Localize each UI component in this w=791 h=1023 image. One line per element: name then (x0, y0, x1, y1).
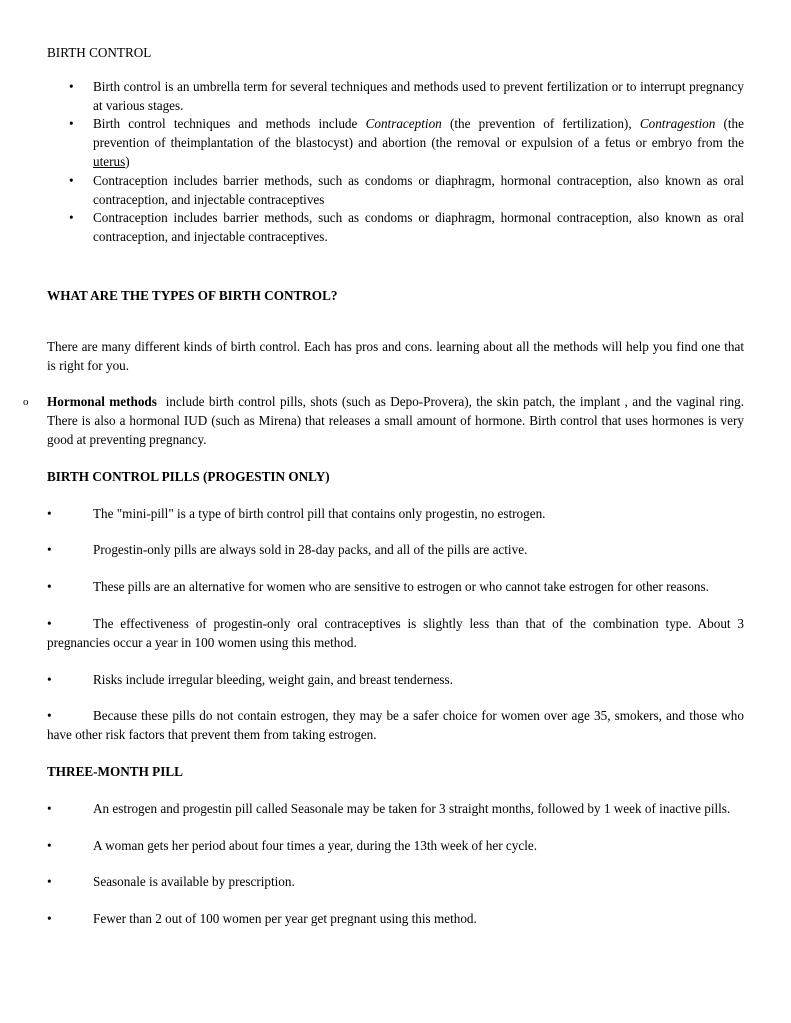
bullet-disc-icon: • (69, 210, 74, 226)
bullet-disc-icon: • (69, 78, 74, 94)
list-item-text: Birth control is an umbrella term for several techniques and methods used to prevent fertilization or to interrupt pregnancy at various stages. (93, 78, 744, 113)
bullet-dot-icon: • (47, 800, 52, 816)
list-item-text: These pills are an alternative for women who are sensitive to estrogen or who cannot take estrogen for other reasons. (93, 579, 709, 595)
list-item (47, 209, 744, 247)
list-item (47, 541, 744, 560)
bullet-dot-icon: • (47, 874, 52, 890)
list-item (47, 115, 744, 171)
list-item (47, 172, 744, 210)
list-item (47, 671, 744, 690)
bullet-dot-icon: • (47, 542, 52, 558)
bullet-dot-icon: • (47, 671, 52, 687)
list-item-text: A woman gets her period about four times a year, during the 13th week of her cycle. (93, 837, 538, 853)
bullet-disc-icon: • (69, 172, 74, 188)
list-item-text: The "mini-pill" is a type of birth control pill that contains only progestin, no estrogen. (93, 505, 546, 521)
list-item-text: (the prevention of fertilization), (441, 116, 640, 132)
hormonal-methods-text: include birth control pills, shots (such as Depo-Provera), the skin patch, the implant , and the vaginal ring. There is also a hormonal IUD (such as Mirena) that releases a small amount of hormone. Birth control that uses hormones is very good at preventing pregnancy. (47, 394, 748, 447)
intro-bullet-list (47, 78, 744, 247)
list-item-text: Birth control techniques and methods include (93, 116, 366, 132)
bullet-dot-icon: • (47, 615, 52, 631)
bullet-dot-icon: • (47, 708, 52, 724)
three-month-heading: THREE-MONTH PILL (47, 763, 183, 779)
list-item (47, 800, 744, 819)
list-item-text: An estrogen and progestin pill called Seasonale may be taken for 3 straight months, followed by 1 week of inactive pills. (93, 800, 731, 816)
list-item-text: Progestin-only pills are always sold in 28-day packs, and all of the pills are active. (93, 542, 528, 558)
circle-bullet-icon: o (23, 396, 29, 409)
bullet-dot-icon: • (47, 837, 52, 853)
list-item (47, 505, 744, 524)
list-item-text: Seasonale is available by prescription. (93, 874, 295, 890)
hormonal-methods-label: Hormonal methods (47, 394, 157, 410)
document-title: BIRTH CONTROL (47, 45, 152, 60)
list-item (47, 578, 744, 597)
pills-heading: BIRTH CONTROL PILLS (PROGESTIN ONLY) (47, 468, 330, 484)
bullet-dot-icon: • (47, 505, 52, 521)
types-heading: WHAT ARE THE TYPES OF BIRTH CONTROL? (47, 287, 338, 303)
list-item-text: Fewer than 2 out of 100 women per year get pregnant using this method. (93, 911, 477, 927)
list-item-text: Risks include irregular bleeding, weight gain, and breast tenderness. (93, 671, 453, 687)
uterus-link[interactable]: uterus (93, 153, 126, 169)
list-item-text: Contraception includes barrier methods, such as condoms or diaphragm, hormonal contraception, also known as oral contraception, and injectable contraceptives. (93, 210, 744, 245)
hormonal-methods-item (23, 393, 748, 449)
list-item-text: ) (125, 153, 130, 169)
list-item-text: Contraception includes barrier methods, such as condoms or diaphragm, hormonal contraception, also known as oral contraception, and injectable contraceptives (93, 172, 744, 207)
bullet-dot-icon: • (47, 911, 52, 927)
types-intro-paragraph: There are many different kinds of birth control. Each has pros and cons. learning about all the methods will help you find one that is right for you. (47, 338, 744, 373)
term-contragestion: Contragestion (639, 116, 716, 132)
list-item-text: The effectiveness of progestin-only oral contraceptives is slightly less than that of the combination type. About 3 pregnancies occur a year in 100 women using this method. (47, 615, 744, 650)
bullet-dot-icon: • (47, 579, 52, 595)
list-item-text: Because these pills do not contain estrogen, they may be a safer choice for women over age 35, smokers, and those who have other risk factors that prevent them from taking estrogen. (47, 708, 744, 743)
list-item (47, 78, 744, 116)
list-item (47, 873, 744, 892)
list-item (47, 615, 744, 653)
bullet-disc-icon: • (69, 116, 74, 132)
list-item (47, 707, 744, 745)
document-body (23, 44, 748, 929)
list-item (47, 910, 744, 929)
term-contraception: Contraception (365, 116, 442, 132)
list-item-text: (the prevention of theimplantation of the blastocyst) and abortion (the removal or expulsion of a fetus or embryo from the (93, 116, 744, 151)
list-item (47, 837, 744, 856)
